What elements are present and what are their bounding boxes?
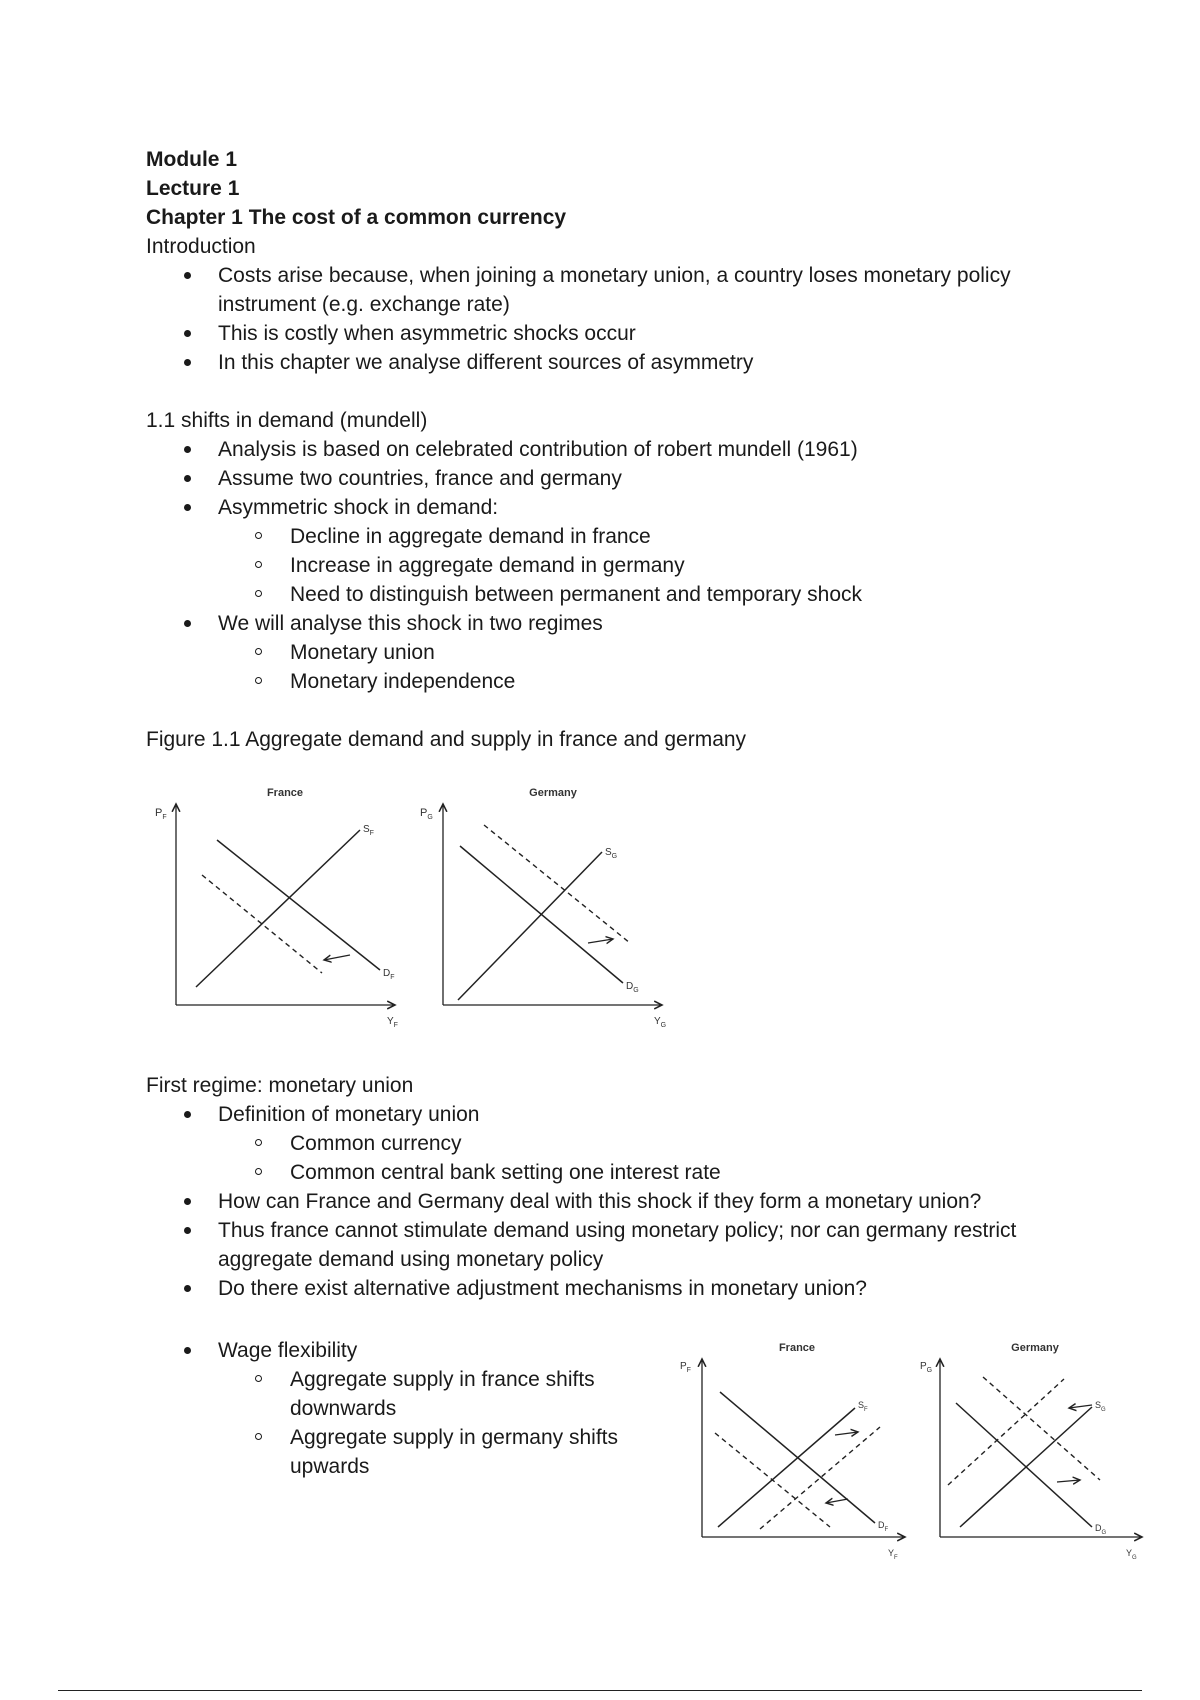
- list-item: [218, 1423, 666, 1481]
- list-item: Assume two countries, france and germany: [146, 464, 1106, 493]
- france-d-label: $D_F$: [383, 968, 395, 981]
- wage-sublist: [218, 1365, 666, 1481]
- wage-germany-supply-shifted-curve: [948, 1379, 1064, 1485]
- wage-germany-d-label: $D_G$: [1095, 1523, 1107, 1536]
- list-item: Do there exist alternative adjustment mechanisms in monetary union?: [146, 1274, 1106, 1303]
- wage-france-demand-arrow: [826, 1499, 848, 1503]
- wage-germany-y-label: $P_G$: [920, 1361, 933, 1374]
- list-item: Common currency: [218, 1129, 1106, 1158]
- wage-france-y-label: $P_F$: [680, 1361, 691, 1374]
- module-title: Module 1: [146, 148, 238, 171]
- france-supply-curve: [196, 830, 360, 987]
- text-upper: [146, 145, 1106, 754]
- germany-s-label: $S_G$: [605, 847, 618, 860]
- wage-france-panel: [680, 1342, 905, 1561]
- germany-title: Germany: [529, 787, 577, 799]
- wage-france-d-label: $D_F$: [878, 1520, 889, 1533]
- chapter-title: Chapter 1 The cost of a common currency: [146, 206, 567, 229]
- section-1-1-heading: 1.1 shifts in demand (mundell): [146, 409, 428, 432]
- wage-france-supply-curve: [718, 1408, 855, 1527]
- page-divider: [58, 1690, 1142, 1691]
- wage-germany-title: Germany: [1011, 1342, 1059, 1354]
- wage-germany-supply-arrow: [1069, 1405, 1092, 1408]
- figure-1-1: [150, 780, 690, 1040]
- list-item: In this chapter we analyse different sources of asymmetry: [146, 348, 1106, 377]
- text-regime: [146, 1071, 1106, 1303]
- wage-germany-demand-arrow: [1057, 1480, 1080, 1482]
- list-item: [146, 1336, 666, 1481]
- list-item: Monetary union: [218, 638, 1106, 667]
- list-item: How can France and Germany deal with this shock if they form a monetary union?: [146, 1187, 1106, 1216]
- list-item: Decline in aggregate demand in france: [218, 522, 1106, 551]
- france-x-label: $Y_F$: [387, 1016, 398, 1029]
- wage-france-supply-arrow: [835, 1432, 858, 1435]
- germany-x-label: $Y_G$: [654, 1016, 667, 1029]
- section-1-1-list: [146, 435, 1106, 696]
- regime-1-heading: First regime: monetary union: [146, 1074, 414, 1097]
- intro-heading: Introduction: [146, 235, 256, 258]
- regime-1-list: [146, 1100, 1106, 1303]
- france-panel: [155, 787, 398, 1029]
- list-item: Increase in aggregate demand in germany: [218, 551, 1106, 580]
- wage-france-s-label: $S_F$: [858, 1400, 868, 1413]
- intro-list: [146, 261, 1106, 377]
- list-item: Analysis is based on celebrated contribution of robert mundell (1961): [146, 435, 1106, 464]
- list-item: [146, 1100, 1106, 1187]
- wage-sub-2: Aggregate supply in germany shifts upwards: [290, 1426, 619, 1478]
- definition-sublist: [218, 1129, 1106, 1187]
- list-item: [218, 1365, 666, 1423]
- germany-shift-arrow: [588, 939, 613, 943]
- france-demand-curve: [217, 840, 380, 970]
- intro-bullet-1: Costs arise because, when joining a monetary union, a country loses monetary policy instrument (e.g. exchange rate): [218, 264, 1011, 316]
- germany-panel: [420, 787, 666, 1029]
- wage-france-supply-shifted-curve: [760, 1427, 880, 1529]
- wage-france-x-label: $Y_F$: [888, 1548, 898, 1561]
- wage-france-title: France: [778, 1342, 816, 1354]
- lecture-title: Lecture 1: [146, 177, 240, 200]
- wage-list: [146, 1336, 666, 1481]
- wage-sub-1: Aggregate supply in france shifts downwards: [290, 1368, 595, 1420]
- figure-1-1-caption: Figure 1.1 Aggregate demand and supply in france and germany: [146, 728, 747, 751]
- list-item: Common central bank setting one interest rate: [218, 1158, 1106, 1187]
- france-title: France: [266, 787, 304, 799]
- text-wage: [146, 1336, 666, 1481]
- germany-supply-curve: [458, 852, 602, 1000]
- list-item: [146, 609, 1106, 696]
- list-item: Need to distinguish between permanent and temporary shock: [218, 580, 1106, 609]
- germany-d-label: $D_G$: [626, 981, 639, 994]
- wage-germany-s-label: $S_G$: [1095, 1400, 1106, 1413]
- list-item: [146, 261, 1106, 319]
- wage-germany-demand-curve: [956, 1403, 1092, 1527]
- definition-bullet: Definition of monetary union: [218, 1103, 480, 1126]
- shock-sublist: [218, 522, 1106, 609]
- regimes-sublist: [218, 638, 1106, 696]
- list-item: [146, 493, 1106, 609]
- regimes-bullet: We will analyse this shock in two regimes: [218, 612, 603, 635]
- list-item: [146, 1216, 1106, 1274]
- france-shift-arrow: [324, 955, 350, 960]
- france-s-label: $S_F$: [363, 824, 374, 837]
- shock-bullet: Asymmetric shock in demand:: [218, 496, 499, 519]
- germany-demand-curve: [460, 846, 623, 983]
- figure-wage-flexibility: [680, 1335, 1160, 1565]
- list-item: This is costly when asymmetric shocks occur: [146, 319, 1106, 348]
- stimulate-bullet: Thus france cannot stimulate demand using monetary policy; nor can germany restrict aggregate demand using monetary policy: [218, 1219, 1017, 1271]
- list-item: Monetary independence: [218, 667, 1106, 696]
- wage-germany-x-label: $Y_G$: [1126, 1548, 1137, 1561]
- wage-germany-panel: [920, 1342, 1142, 1561]
- wage-france-demand-shifted-curve: [715, 1433, 830, 1527]
- wage-bullet: Wage flexibility: [218, 1339, 358, 1362]
- france-y-label: $P_F$: [155, 807, 167, 821]
- germany-y-label: $P_G$: [420, 807, 433, 821]
- wage-germany-demand-shifted-curve: [983, 1377, 1100, 1480]
